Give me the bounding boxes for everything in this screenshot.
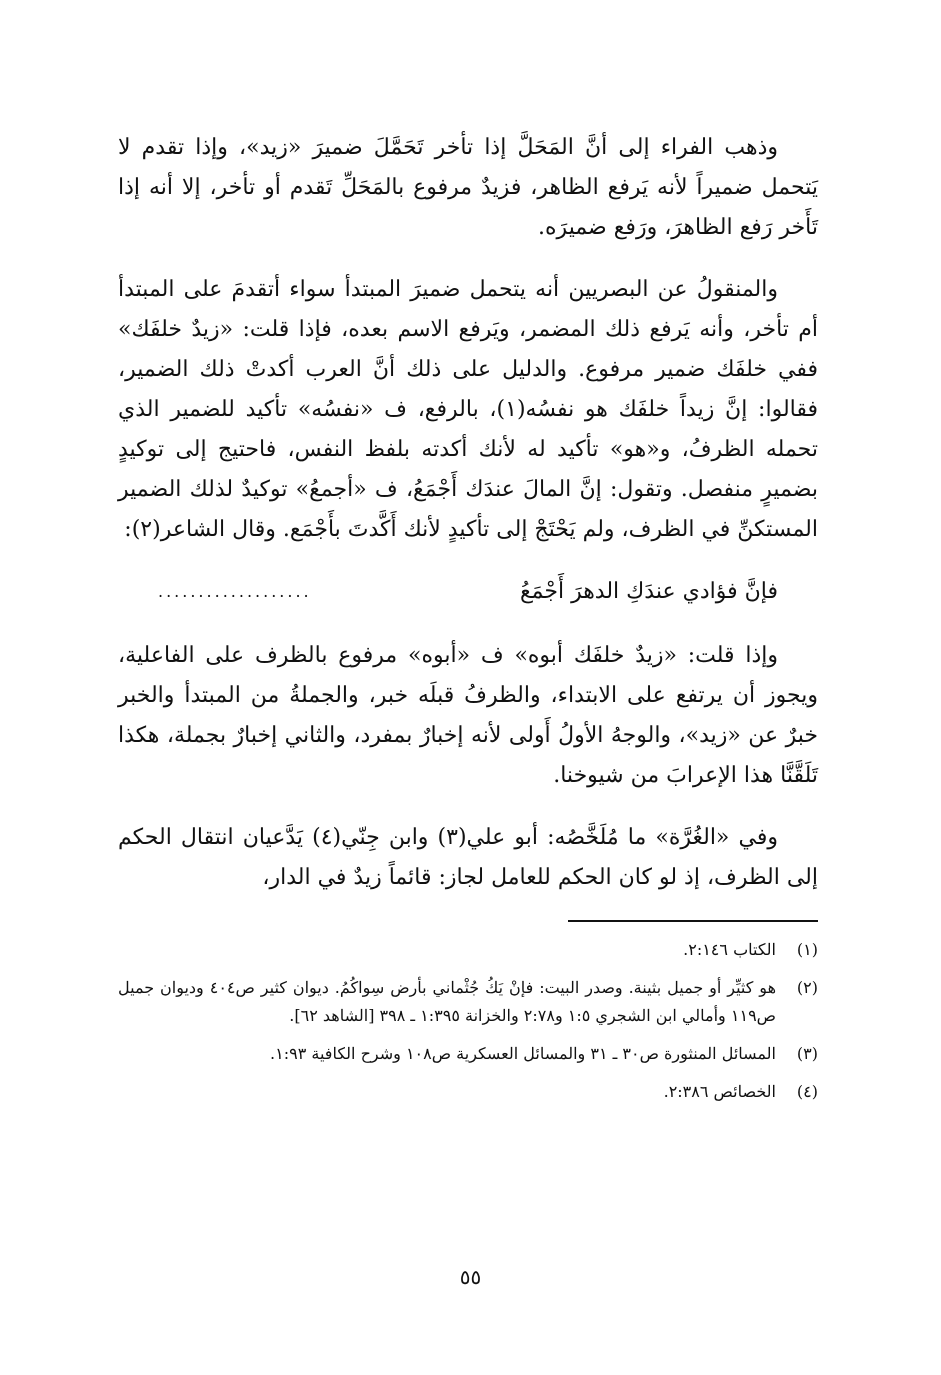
footnote-number: (١): [796, 940, 818, 959]
verse-dots: ...................: [158, 582, 312, 601]
poetry-verse: [158, 572, 778, 612]
footnote-number: (٤): [796, 1082, 818, 1101]
paragraph-2: والمنقولُ عن البصريين أنه يتحمل ضميرَ المبتدأ سواء أتقدمَ على المبتدأ أم تأخر، وأنه يَرفع ذلك المضمر، ويَرفع الاسم بعده، فإذا قلت: «زيدٌ خلفَك» ففي خلفَك ضمير مرفوع. والدليل على ذلك أنَّ العرب أكدتْ ذلك الضمير، فقالوا: إنَّ زيداً خلفَك هو نفسُه(١)، بالرفع، ف «نفسُه» تأكيد للضمير الذي تحمله الظرفُ، و«هو» تأكيد له لأنك أكدته بلفظ النفس، فاحتيج إلى توكيدٍ بضميرٍ منفصل. وتقول: إنَّ المالَ عندَك أَجْمَعُ، ف «أجمعُ» توكيدٌ لذلك الضمير المستكنِّ في الظرف، ولم يَحْتَجْ إلى تأكيدٍ لأنك أَكَّدتَ بأَجْمَع. وقال الشاعر(٢):: [118, 277, 818, 542]
verse-text: فإنَّ فؤادي عندَكِ الدهرَ أَجْمَعُ: [519, 579, 778, 604]
footnote-divider: [568, 920, 818, 922]
footnote-4: [118, 1078, 818, 1106]
footnote-3: [118, 1040, 818, 1068]
footnote-text: الكتاب ٢:١٤٦.: [683, 940, 776, 959]
footnote-1: [118, 936, 818, 964]
page-number: ٥٥: [459, 1265, 482, 1289]
footnote-number: (٣): [796, 1044, 818, 1063]
footnote-text: المسائل المنثورة ص٣٠ ـ ٣١ والمسائل العسكرية ص١٠٨ وشرح الكافية ١:٩٣.: [270, 1044, 776, 1063]
paragraph-1: وذهب الفراء إلى أنَّ المَحَلَّ إذا تأخر تَحَمَّلَ ضميرَ «زيد»، وإذا تقدم لا يَتحمل ضميراً لأنه يَرفع الظاهر، فزيدٌ مرفوع بالمَحَلِّ تَقدم أو تأخر، إلا أنه إذا تَأَخر رَفع الظاهرَ، ورَفع ضميرَه.: [118, 135, 818, 240]
footnote-text: الخصائص ٢:٣٨٦.: [663, 1082, 776, 1101]
footnotes: [118, 936, 818, 1106]
footnote-number: (٢): [796, 978, 818, 997]
paragraph-4: وفي «الغُرَّة» ما مُلَخَّصُه: أبو علي(٣) وابن جِنّي(٤) يَدَّعيان انتقال الحكم إلى الظرف، إذ لو كان الحكم للعامل لجاز: قائماً زيدٌ في الدار،: [118, 825, 818, 890]
footnote-2: [118, 974, 818, 1030]
paragraph-3: وإذا قلت: «زيدٌ خلفَك أبوه» ف «أبوه» مرفوع بالظرف على الفاعلية، ويجوز أن يرتفع على الابتداء، والظرفُ قبلَه خبر، والجملةُ من المبتدأ والخبر خبرٌ عن «زيد»، والوجهُ الأولُ أَولى لأنه إخبارٌ بمفرد، والثاني إخبارٌ بجملة، هكذا تَلَقَّنَّا هذا الإعرابَ من شيوخنا.: [118, 643, 818, 788]
footnote-text: هو كثيِّر أو جميل بثينة. وصدر البيت: فإنْ يَكُ جُثْماني بأرض سِواكُمُ. ديوان كثير ص٤٠٤ وديوان جميل ص١١٩ وأمالي ابن الشجري ١:٥ و٢:٧٨ والخزانة ١:٣٩٥ ـ ٣٩٨ [الشاهد ٦٢].: [118, 978, 777, 1025]
page-body: [118, 128, 818, 1116]
